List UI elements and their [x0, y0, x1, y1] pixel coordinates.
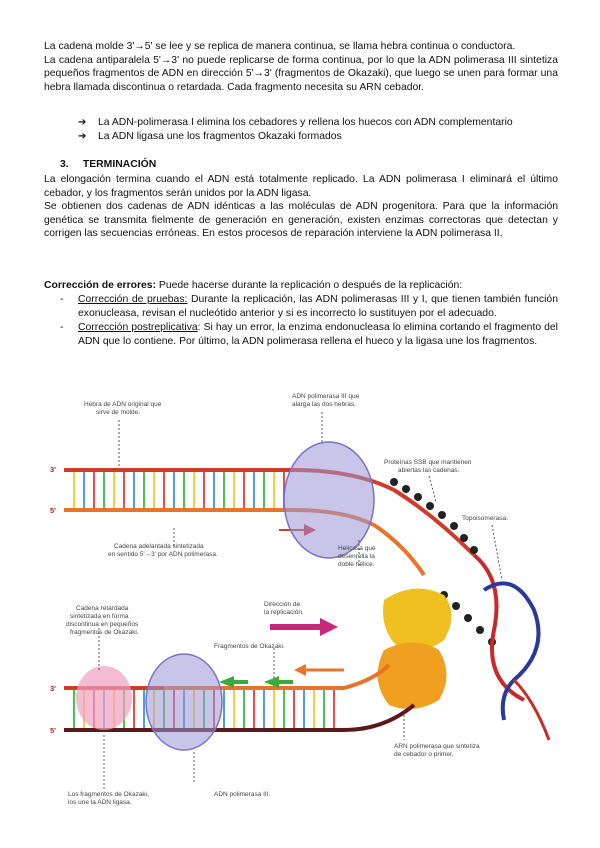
label-pol3-top: ADN polimerasa III que alarga las dos hebras.	[292, 393, 360, 408]
helicase	[383, 589, 452, 651]
section-title: TERMINACIÓN	[82, 159, 157, 170]
top-strand-rungs	[74, 470, 284, 510]
corrections-intro-text: Puede hacerse durante la replicación o después de la replicación:	[156, 280, 463, 291]
section-number: 3.	[60, 159, 69, 170]
corrections-intro	[44, 279, 558, 293]
correction-text: : Si hay un error, la enzima endonucleasa lo elimina cortando el fragmento del ADN que lo contiene. Por último, la ADN polimerasa rellena el hueco y la ligasa une los fragmentos.	[78, 322, 558, 347]
ligase	[76, 666, 132, 730]
label-pol3-bottom: ADN polimerasa III.	[214, 791, 271, 798]
section-heading	[60, 158, 156, 172]
dna-replication-diagram	[44, 380, 558, 820]
list-item	[60, 321, 558, 348]
corrections-list	[60, 293, 558, 349]
intro-paragraph-2: La cadena antiparalela 5'→3' no puede replicarse de forma continua, por lo que la ADN polimerasa III sintetiza pequeños fragmentos de ADN en dirección 5'→3' (fragmentos de Okazaki), que luego se unen para formar una hebra llamada discontinua o retardada. Cada fragmento necesita su ARN cebador.	[44, 54, 558, 93]
label-okazaki: Fragmentos de Okazaki.	[214, 643, 285, 650]
end-label: 3'	[50, 684, 56, 693]
polymerase-bottom	[146, 654, 222, 750]
arrow-bullet-icon: ➔	[78, 130, 87, 142]
label-lagging: Cadena retardada sintetizada en forma discontinua en pequeños fragmentos de Okazaki.	[66, 605, 139, 636]
label-topoisomerase: Topoisomerasa.	[462, 515, 508, 522]
label-direction: Dirección de la replicación.	[264, 601, 304, 616]
list-item	[78, 130, 558, 144]
polymerase-top	[284, 442, 374, 558]
list-item-text: La ADN ligasa une los fragmentos Okazaki formados	[98, 130, 342, 142]
termination-section	[44, 173, 558, 241]
label-ligase: Los fragmentos de Okazaki, los une la ADN ligasa.	[68, 791, 149, 806]
label-helicase: Helicasa que desenrolla la doble hélice.	[338, 545, 376, 568]
label-ssb: Proteínas SSB que mantienen abiertas las cadenas.	[384, 459, 472, 474]
label-leading: Cadena adelantada sintetizada en sentido 5'→3' por ADN polimerasa.	[108, 543, 218, 558]
termination-paragraph-1: La elongación termina cuando el ADN está totalmente replicado. La ADN polimerasa I eliminará el último cebador, y los fragmentos serán unidos por la ADN ligasa.	[44, 174, 558, 199]
end-label: 5'	[50, 506, 56, 515]
termination-paragraph-2: Se obtienen dos cadenas de ADN idénticas a las moléculas de ADN progenitora. Para que la información genética se transmita fielmente de generación en generación, existen enzimas correctoras que detectan y corrigen las secuencias erróneas. En estos procesos de reparación interviene la ADN polimerasa II.	[44, 201, 558, 240]
end-label: 5'	[50, 726, 56, 735]
corrections-title: Corrección de errores:	[44, 280, 157, 291]
correction-term: Corrección de pruebas:	[78, 294, 188, 305]
label-template: Hebra de ADN original que sirve de molde.	[84, 401, 162, 416]
correction-term: Corrección postreplicativa	[78, 322, 198, 334]
correction-text: Durante la replicación, las ADN polimerasas III y I, que tienen también función exonucleasa, revisan el nucleótido anterior y si es incorrecto lo sustituyen por el adecuado.	[78, 294, 558, 319]
dash-bullet: -	[60, 294, 64, 305]
arrow-list	[78, 116, 558, 143]
direction-arrow	[270, 624, 320, 630]
intro-paragraph-1: La cadena molde 3'→5' se lee y se replica de manera continua, se llama hebra continua o conductora.	[44, 41, 516, 52]
label-primase: ARN polimerasa que sintetiza de cebador o primer.	[394, 743, 480, 758]
dash-bullet: -	[60, 322, 64, 334]
end-label: 3'	[50, 465, 56, 474]
list-item	[78, 116, 558, 130]
arrow-bullet-icon: ➔	[78, 117, 87, 128]
primase	[378, 643, 447, 710]
list-item-text: La ADN-polimerasa I elimina los cebadores y rellena los huecos con ADN complementario	[98, 117, 513, 128]
intro-section	[44, 40, 558, 94]
list-item	[60, 293, 558, 320]
